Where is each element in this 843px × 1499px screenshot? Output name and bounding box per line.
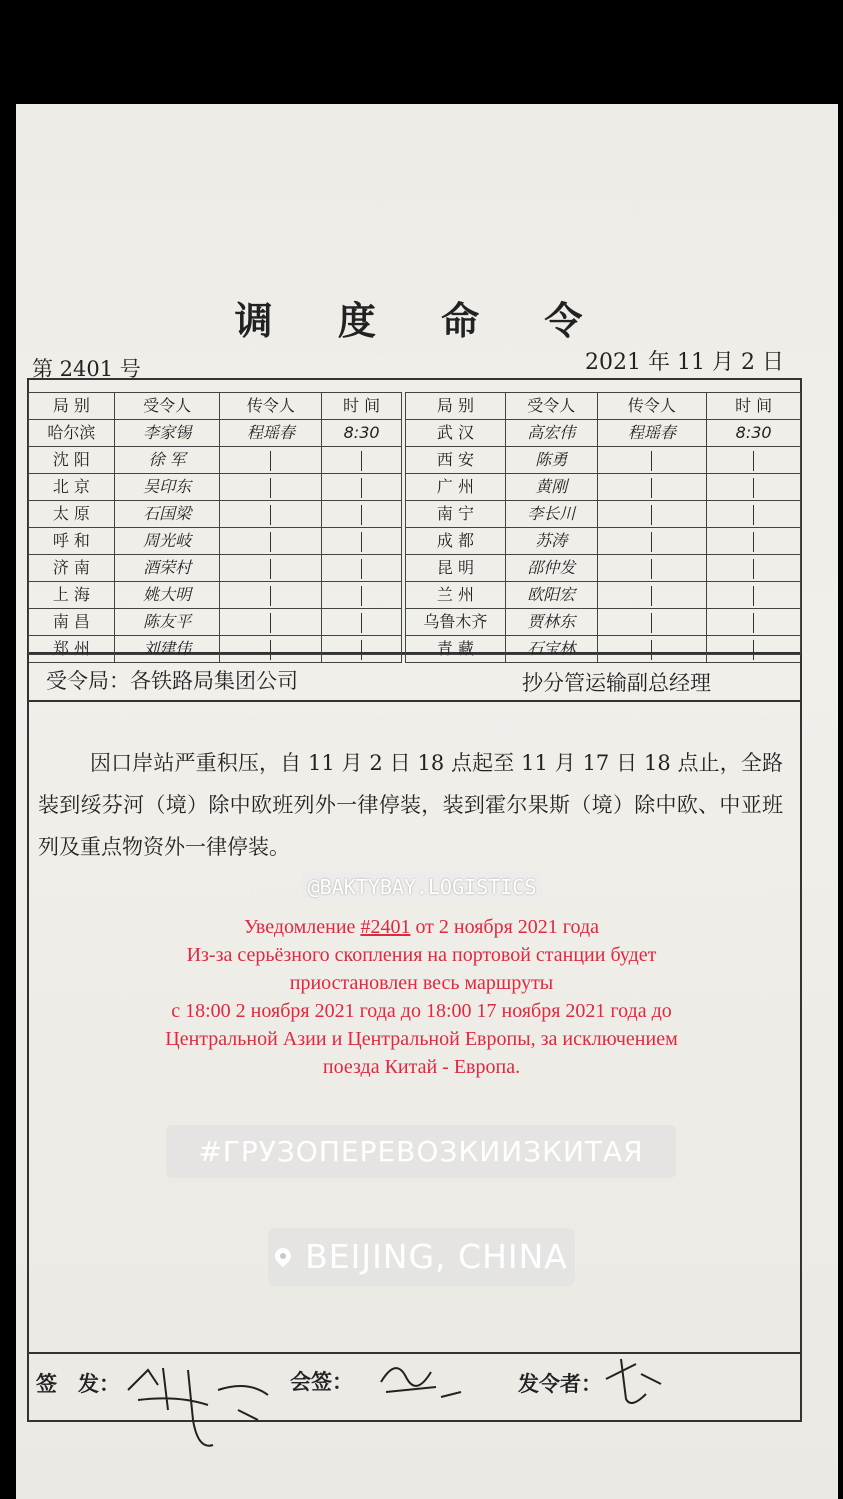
ditto-mark xyxy=(753,586,754,606)
ditto-mark xyxy=(270,613,271,633)
ditto-mark xyxy=(651,505,652,525)
bureau-cell: 南 昌 xyxy=(29,609,115,636)
ditto-mark xyxy=(361,532,362,552)
time-cell xyxy=(322,447,402,474)
bureau-cell: 西 安 xyxy=(406,447,506,474)
notice-text: с 18:00 2 ноября 2021 года до 18:00 17 ноября 2021 года до xyxy=(171,1000,672,1022)
time-cell xyxy=(322,528,402,555)
table-row xyxy=(406,420,801,447)
time-cell xyxy=(322,582,402,609)
document-number: 第 2401 号 xyxy=(32,357,141,381)
table-header-row xyxy=(406,393,801,420)
ditto-mark xyxy=(270,586,271,606)
time-cell xyxy=(707,582,801,609)
ditto-mark xyxy=(361,613,362,633)
notice-text: приостановлен весь маршруты xyxy=(289,972,554,994)
table-row xyxy=(29,582,402,609)
ditto-mark xyxy=(270,451,271,471)
time-cell xyxy=(707,474,801,501)
countersign-label: 会签： xyxy=(290,1369,353,1394)
notice-text: Уведомление xyxy=(244,916,361,938)
receiver-cell: 邵仲发 xyxy=(505,555,597,582)
bureau-cell: 兰 州 xyxy=(406,582,506,609)
time-cell xyxy=(322,609,402,636)
time-cell: 8:30 xyxy=(322,420,402,447)
notice-text: поезда Китай - Европа. xyxy=(322,1056,521,1078)
ditto-mark xyxy=(651,532,652,552)
ditto-mark xyxy=(361,559,362,579)
sender-cell xyxy=(597,528,707,555)
ditto-mark xyxy=(361,505,362,525)
receiver-cell: 姚大明 xyxy=(114,582,220,609)
countersign-signature xyxy=(376,1352,476,1412)
notice-line xyxy=(60,969,783,997)
time-cell xyxy=(707,528,801,555)
receiver-cell: 李家锡 xyxy=(114,420,220,447)
header-bureau: 局 别 xyxy=(29,393,115,420)
ditto-mark xyxy=(753,451,754,471)
ditto-mark xyxy=(651,559,652,579)
table-row xyxy=(29,420,402,447)
sender-cell xyxy=(597,582,707,609)
receiver-cell: 陈勇 xyxy=(505,447,597,474)
ditto-mark xyxy=(651,586,652,606)
location-label: BEIJING, CHINA xyxy=(305,1237,568,1276)
bureau-cell: 青 藏 xyxy=(406,636,506,663)
notice-text: от 2 ноября 2021 года xyxy=(410,916,599,938)
ditto-mark xyxy=(270,505,271,525)
hashtag-sticker[interactable]: #ГРУЗОПЕРЕВОЗКИИЗКИТАЯ xyxy=(166,1125,676,1178)
bureau-cell: 郑 州 xyxy=(29,636,115,663)
ditto-mark xyxy=(270,559,271,579)
bureau-cell: 沈 阳 xyxy=(29,447,115,474)
ditto-mark xyxy=(361,586,362,606)
time-cell xyxy=(707,501,801,528)
receiver-cell: 李长川 xyxy=(505,501,597,528)
time-cell xyxy=(707,609,801,636)
notice-line xyxy=(60,997,783,1025)
ditto-mark xyxy=(270,532,271,552)
time-cell xyxy=(322,555,402,582)
location-sticker[interactable] xyxy=(268,1228,575,1286)
table-row xyxy=(406,501,801,528)
receiver-cell: 酒荣村 xyxy=(114,555,220,582)
dispatch-table-right xyxy=(405,392,801,663)
time-cell xyxy=(707,447,801,474)
sender-cell xyxy=(220,528,322,555)
table-row xyxy=(406,447,801,474)
ditto-mark xyxy=(651,613,652,633)
location-pin-icon xyxy=(272,1244,295,1267)
table-row xyxy=(406,474,801,501)
notice-number-link[interactable]: #2401 xyxy=(360,916,411,938)
sender-cell xyxy=(220,474,322,501)
document-date: 2021 年 11 月 2 日 xyxy=(585,350,784,375)
table-header-row xyxy=(29,393,402,420)
notice-text: Из-за серьёзного скопления на портовой станции будет xyxy=(186,944,657,966)
ditto-mark xyxy=(361,451,362,471)
ditto-mark xyxy=(753,505,754,525)
receiver-cell: 高宏伟 xyxy=(505,420,597,447)
header-time: 时 间 xyxy=(707,393,801,420)
ditto-mark xyxy=(270,478,271,498)
sender-cell xyxy=(220,555,322,582)
notice-line xyxy=(60,1053,783,1081)
copy-to: 抄分管运输副总经理 xyxy=(522,671,711,695)
header-sender: 传令人 xyxy=(220,393,322,420)
ditto-mark xyxy=(361,478,362,498)
ditto-mark xyxy=(753,559,754,579)
header-sender: 传令人 xyxy=(597,393,707,420)
header-receiver: 受令人 xyxy=(505,393,597,420)
bureau-cell: 哈尔滨 xyxy=(29,420,115,447)
sender-cell: 程瑶春 xyxy=(220,420,322,447)
receiver-cell: 陈友平 xyxy=(114,609,220,636)
receiver-cell: 吴印东 xyxy=(114,474,220,501)
sender-cell xyxy=(597,474,707,501)
dispatcher-signature xyxy=(596,1354,676,1414)
sender-cell xyxy=(220,501,322,528)
ditto-mark xyxy=(753,613,754,633)
ditto-mark xyxy=(651,478,652,498)
bureau-cell: 南 宁 xyxy=(406,501,506,528)
notice-line xyxy=(60,1025,783,1053)
bureau-cell: 武 汉 xyxy=(406,420,506,447)
document-title: 调 度 命 令 xyxy=(234,298,609,343)
bureau-cell: 广 州 xyxy=(406,474,506,501)
order-body-text: 因口岸站严重积压，自 11 月 2 日 18 点起至 11 月 17 日 18 点止，全路装到绥芬河（境）除中欧班列外一律停装，装到霍尔果斯（境）除中欧、中亚班列及重点物资外一律停装。 xyxy=(38,751,783,859)
table-row xyxy=(29,447,402,474)
time-cell xyxy=(322,474,402,501)
table-row xyxy=(29,474,402,501)
receiver-cell: 石宝林 xyxy=(505,636,597,663)
receiver-cell: 周光岐 xyxy=(114,528,220,555)
sender-cell xyxy=(597,501,707,528)
receiver-cell: 徐 军 xyxy=(114,447,220,474)
issuer-label: 发令者： xyxy=(518,1371,602,1396)
bureau-cell: 呼 和 xyxy=(29,528,115,555)
table-row xyxy=(406,555,801,582)
receiving-bureau: 受令局：各铁路局集团公司 xyxy=(46,669,298,693)
sender-cell xyxy=(220,582,322,609)
table-row xyxy=(406,609,801,636)
dispatch-table-left xyxy=(28,392,402,663)
bureau-cell: 昆 明 xyxy=(406,555,506,582)
notice-line xyxy=(60,941,783,969)
notice-text: Центральной Азии и Центральной Европы, за исключением xyxy=(165,1028,678,1050)
bureau-cell: 成 都 xyxy=(406,528,506,555)
table-row xyxy=(29,501,402,528)
receiver-cell: 黄刚 xyxy=(505,474,597,501)
table-row xyxy=(29,528,402,555)
sender-cell: 程瑶春 xyxy=(597,420,707,447)
bureau-cell: 上 海 xyxy=(29,582,115,609)
table-row xyxy=(29,555,402,582)
receiver-cell: 刘建伟 xyxy=(114,636,220,663)
header-time: 时 间 xyxy=(322,393,402,420)
bureau-cell: 济 南 xyxy=(29,555,115,582)
header-bureau: 局 别 xyxy=(406,393,506,420)
table-row xyxy=(406,528,801,555)
receiver-cell: 苏涛 xyxy=(505,528,597,555)
time-cell: 8:30 xyxy=(707,420,801,447)
sender-cell xyxy=(220,447,322,474)
table-row xyxy=(29,609,402,636)
russian-notice-text xyxy=(60,913,783,1081)
notice-line xyxy=(60,913,783,941)
header-receiver: 受令人 xyxy=(114,393,220,420)
sign-issue-label: 签 发： xyxy=(36,1371,120,1396)
table-row xyxy=(406,582,801,609)
sender-cell xyxy=(597,609,707,636)
ditto-mark xyxy=(753,478,754,498)
time-cell xyxy=(322,501,402,528)
ditto-mark xyxy=(753,532,754,552)
receiver-cell: 石国梁 xyxy=(114,501,220,528)
sender-cell xyxy=(220,609,322,636)
receiver-cell: 欧阳宏 xyxy=(505,582,597,609)
receiver-cell: 贾林东 xyxy=(505,609,597,636)
sender-cell xyxy=(597,447,707,474)
time-cell xyxy=(707,555,801,582)
ditto-mark xyxy=(651,451,652,471)
instagram-mention-sticker[interactable]: @BAKTYBAY.LOGISTICS xyxy=(302,872,542,902)
bureau-cell: 乌鲁木齐 xyxy=(406,609,506,636)
bureau-cell: 北 京 xyxy=(29,474,115,501)
sender-cell xyxy=(597,555,707,582)
bureau-cell: 太 原 xyxy=(29,501,115,528)
issuer-signature xyxy=(118,1350,293,1460)
